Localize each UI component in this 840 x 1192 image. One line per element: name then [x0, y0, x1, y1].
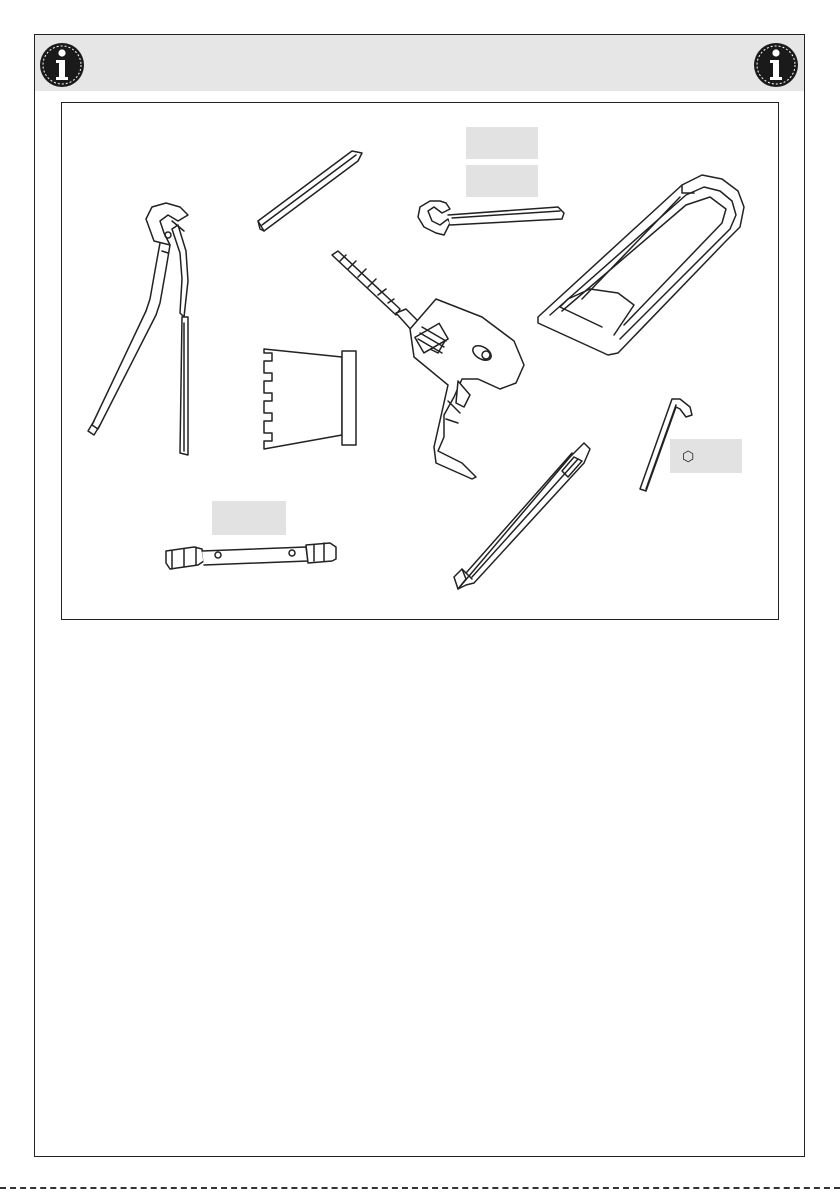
cordless-drill [332, 251, 524, 479]
notched-trowel [264, 349, 356, 449]
wrench-size-label-2 [466, 165, 538, 197]
tools-panel [61, 102, 779, 620]
box-spanner [166, 543, 336, 569]
info-icon [753, 42, 799, 88]
water-pump-pliers [88, 203, 188, 455]
wrench-size-label-1 [466, 127, 538, 159]
page-bottom-rule [0, 1187, 840, 1189]
open-end-wrench [418, 201, 564, 235]
hacksaw [538, 175, 744, 355]
utility-knife [454, 443, 590, 589]
hexagon-icon: ⬡ [682, 447, 695, 464]
box-spanner-size-label [212, 501, 286, 535]
hex-key-label [670, 439, 742, 473]
header-band [35, 35, 804, 91]
info-icon [39, 42, 85, 88]
pencil [258, 151, 362, 231]
